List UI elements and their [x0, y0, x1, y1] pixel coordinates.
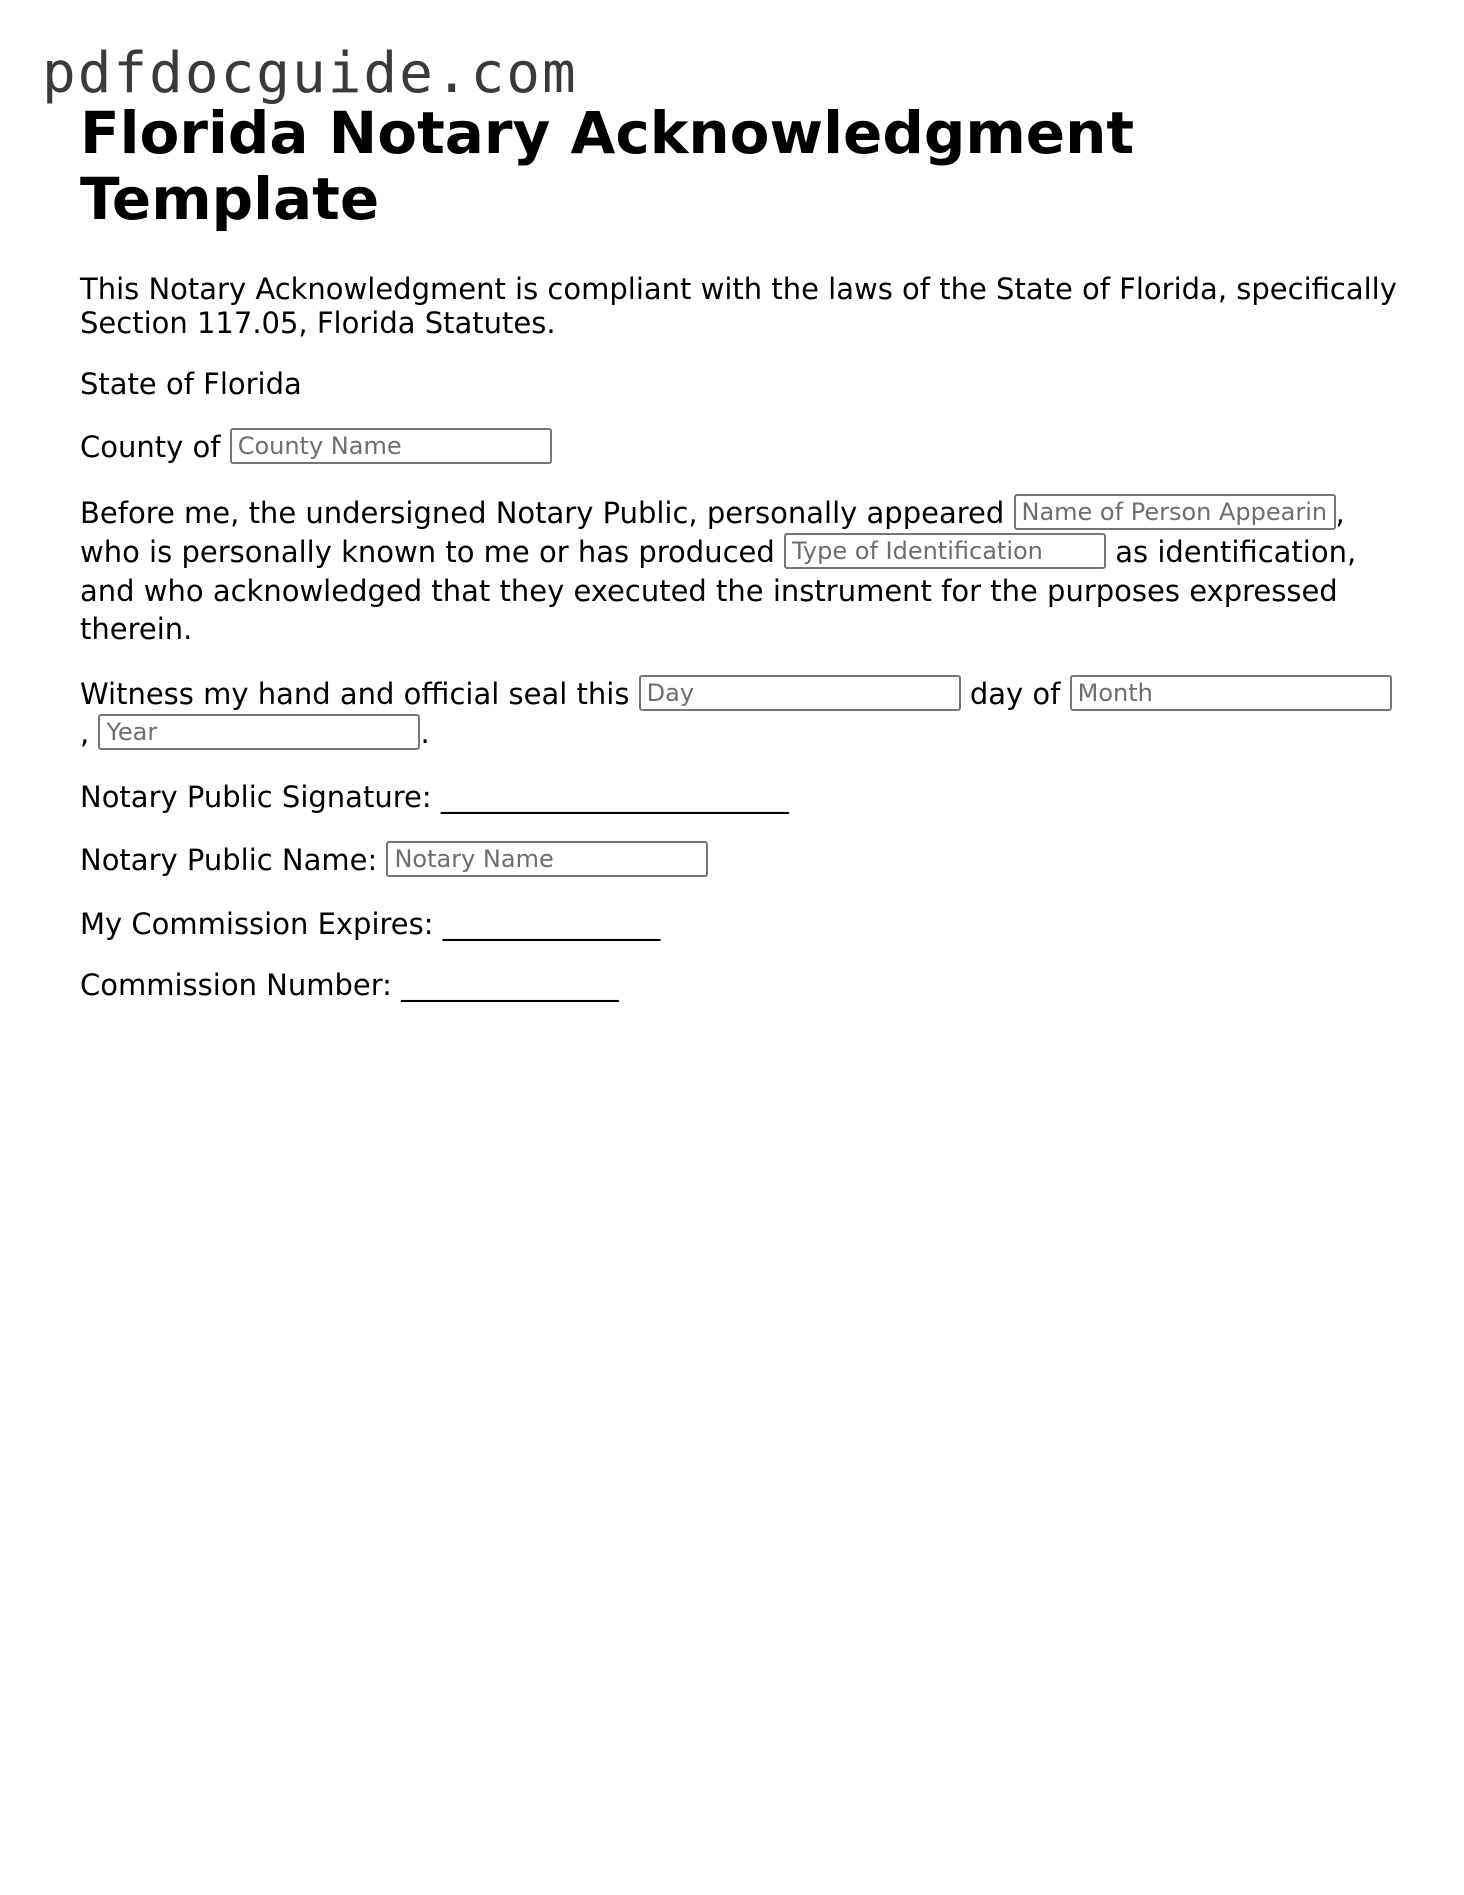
witness-text: Witness my hand and official seal this	[80, 677, 630, 711]
year-input[interactable]	[98, 714, 420, 750]
notary-name-input[interactable]	[386, 841, 708, 877]
identification-type-input[interactable]	[784, 533, 1106, 569]
appearance-text-1: Before me, the undersigned Notary Public, personally appeared	[80, 496, 1005, 530]
appearance-text-2: , who is personally known to me or has produced	[80, 496, 1345, 569]
notary-name-label: Notary Public Name:	[80, 843, 378, 877]
county-name-input[interactable]	[230, 428, 552, 464]
commission-number-line: Commission Number: _______________	[80, 968, 619, 1002]
state-line: State of Florida	[80, 367, 302, 401]
site-watermark: pdfdocguide.com	[42, 41, 578, 106]
intro-paragraph: This Notary Acknowledgment is compliant with the laws of the State of Florida, specifically Section 117.05, Florida Statutes.	[80, 272, 1397, 340]
document-body	[80, 100, 1400, 1002]
page-title: Florida Notary Acknowledgment Template	[80, 99, 1135, 233]
signature-line: Notary Public Signature: ________________________	[80, 780, 789, 814]
month-input[interactable]	[1070, 675, 1392, 711]
appearance-text-3: as identification, and who acknowledged that they executed the instrument for the purposes expressed therein.	[80, 535, 1357, 646]
commission-expires-line: My Commission Expires: _______________	[80, 907, 661, 941]
witness-paragraph	[80, 675, 1400, 753]
notary-name-line	[80, 841, 1400, 880]
period-text: .	[420, 716, 430, 750]
day-of-text: day of	[969, 677, 1061, 711]
day-input[interactable]	[639, 675, 961, 711]
county-label: County of	[80, 430, 221, 464]
comma-text: ,	[80, 716, 90, 750]
appearance-paragraph	[80, 494, 1400, 648]
county-line	[80, 428, 1400, 467]
person-name-input[interactable]	[1014, 494, 1336, 530]
